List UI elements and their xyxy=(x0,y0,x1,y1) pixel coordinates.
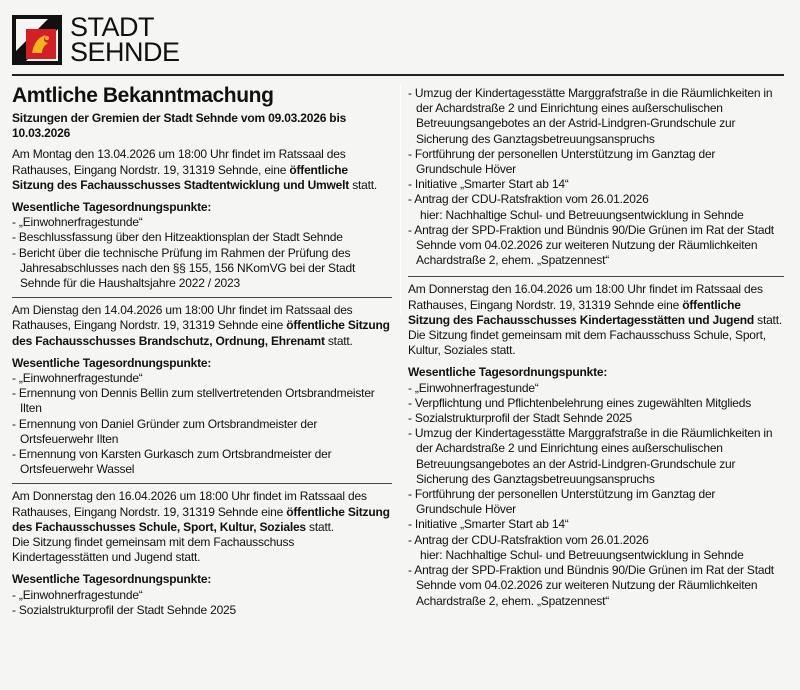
list-item: - Antrag der SPD-Fraktion und Bündnis 90/Die Grünen im Rat der Stadt Sehnde vom 04.02.2026 zur weiteren Nutzung der Räumlichkeiten Achardstraße 2, ehem. „Spatzennest“ xyxy=(408,222,774,268)
list-item: hier: Nachhaltige Schul- und Betreuungsentwicklung in Sehnde xyxy=(420,547,744,562)
agenda-heading: Wesentliche Tagesordnungspunkte: xyxy=(12,355,212,370)
logo-line-stadt: STADT xyxy=(70,12,154,42)
agenda-heading: Wesentliche Tagesordnungspunkte: xyxy=(12,200,212,215)
list-item: - Umzug der Kindertagesstätte Marggrafstraße in die Räumlichkeiten in der Achardstraße 2 und Einrichtung eines außerschulischen Betreuungsangebotes an der Astrid-Lindgren-Grundschule zur Sicherung des Ganztagsbetreuungsanspruchs xyxy=(408,86,773,146)
column-gap xyxy=(400,84,401,314)
list-item: - Initiative „Smarter Start ab 14“ xyxy=(408,177,569,192)
left-column xyxy=(12,84,392,618)
section-divider xyxy=(12,297,392,298)
header-rule xyxy=(12,74,784,76)
meeting-intro: Am Montag den 13.04.2026 um 18:00 Uhr findet im Ratssaal des Rathauses, Eingang Nordstr. 19, 31319 Sehnde, eine öffentliche Sitzung des Fachausschusses Stadtentwicklung und Umwelt statt. xyxy=(12,147,378,192)
list-item: - Ernennung von Dennis Bellin zum stellvertretenden Ortsbrandmeister Ilten xyxy=(12,386,375,416)
section-divider xyxy=(408,276,784,277)
meeting-block xyxy=(12,147,392,291)
meeting-intro: Am Donnerstag den 16.04.2026 um 18:00 Uhr findet im Ratssaal des Rathauses, Eingang Nordstr. 19, 31319 Sehnde eine öffentliche Sitzung des Fachausschusses Schule, Sport, Kultur, Soziales statt. xyxy=(12,489,390,534)
notice-subtitle: Sitzungen der Gremien der Stadt Sehnde vom 09.03.2026 bis 10.03.2026 xyxy=(12,111,347,141)
list-item: - Antrag der CDU-Ratsfraktion vom 26.01.2026 xyxy=(408,192,649,207)
meeting-intro: Am Donnerstag den 16.04.2026 um 18:00 Uhr findet im Ratssaal des Rathauses, Eingang Nordstr. 19, 31319 Sehnde eine öffentliche Sitzung des Fachausschusses Kindertagesstätten und Jugend statt. xyxy=(408,282,782,327)
list-item: - „Einwohnerfragestunde“ xyxy=(12,215,143,230)
agenda-heading: Wesentliche Tagesordnungspunkte: xyxy=(12,572,212,587)
logo-wordmark xyxy=(70,12,180,67)
meeting-note: Die Sitzung findet gemeinsam mit dem Fachausschuss Schule, Sport, Kultur, Soziales statt. xyxy=(408,328,766,358)
city-emblem-icon xyxy=(12,15,62,65)
list-item: - Beschlussfassung über den Hitzeaktionsplan der Stadt Sehnde xyxy=(12,230,343,245)
notice-title: Amtliche Bekanntmachung xyxy=(12,84,274,107)
agenda-list xyxy=(12,371,392,477)
list-item: - Fortführung der personellen Unterstützung im Ganztag der Grundschule Höver xyxy=(408,487,716,517)
section-divider xyxy=(12,483,392,484)
meeting-intro: Am Dienstag den 14.04.2026 um 18:00 Uhr findet im Ratssaal des Rathauses, Eingang Nordstr. 19, 31319 Sehnde eine öffentliche Sitzung des Fachausschusses Brandschutz, Ordnung, Ehrenamt statt. xyxy=(12,303,390,348)
list-item: - Sozialstrukturprofil der Stadt Sehnde 2025 xyxy=(12,602,236,617)
list-item: - „Einwohnerfragestunde“ xyxy=(12,587,143,602)
list-item: - Sozialstrukturprofil der Stadt Sehnde 2025 xyxy=(408,411,632,426)
meeting-block xyxy=(12,489,392,618)
list-item: - Verpflichtung und Pflichtenbelehrung eines zugewählten Mitglieds xyxy=(408,395,752,410)
right-column xyxy=(408,86,784,609)
list-item: - Fortführung der personellen Unterstützung im Ganztag der Grundschule Höver xyxy=(408,146,716,177)
meeting-block xyxy=(408,282,784,608)
agenda-heading: Wesentliche Tagesordnungspunkte: xyxy=(408,365,608,380)
logo-line-sehnde: SEHNDE xyxy=(70,37,180,67)
agenda-list xyxy=(408,381,784,609)
list-item: - Antrag der CDU-Ratsfraktion vom 26.01.2026 xyxy=(408,532,649,547)
city-logo xyxy=(12,10,180,70)
meeting-block xyxy=(12,303,392,477)
list-item: - Bericht über die technische Prüfung im Rahmen der Prüfung des Jahresabschlusses nach den §§ 155, 156 NKomVG bei der Stadt Sehnde für die Haushaltsjahre 2022 / 2023 xyxy=(12,245,356,291)
list-item: - Ernennung von Daniel Gründer zum Ortsbrandmeister der Ortsfeuerwehr Ilten xyxy=(12,416,318,446)
list-item: hier: Nachhaltige Schul- und Betreuungsentwicklung in Sehnde xyxy=(420,207,744,222)
list-item: - „Einwohnerfragestunde“ xyxy=(12,371,143,386)
list-item: - Antrag der SPD-Fraktion und Bündnis 90/Die Grünen im Rat der Stadt Sehnde vom 04.02.2026 zur weiteren Nutzung der Räumlichkeiten Achardstraße 2, ehem. „Spatzennest“ xyxy=(408,563,774,608)
list-item: - „Einwohnerfragestunde“ xyxy=(408,380,539,395)
agenda-list xyxy=(12,215,392,291)
list-item: - Umzug der Kindertagesstätte Marggrafstraße in die Räumlichkeiten in der Achardstraße 2 und Einrichtung eines außerschulischen Betreuungsangebotes an der Astrid-Lindgren-Grundschule zur Sicherung des Ganztagsbetreuungsanspruchs xyxy=(408,426,773,486)
agenda-list xyxy=(12,588,392,618)
list-item: - Initiative „Smarter Start ab 14“ xyxy=(408,517,569,532)
agenda-list-continued xyxy=(408,86,784,268)
meeting-note: Die Sitzung findet gemeinsam mit dem Fachausschuss Kindertagesstätten und Jugend statt. xyxy=(12,535,295,565)
list-item: - Ernennung von Karsten Gurkasch zum Ortsbrandmeister der Ortsfeuerwehr Wassel xyxy=(12,447,332,477)
